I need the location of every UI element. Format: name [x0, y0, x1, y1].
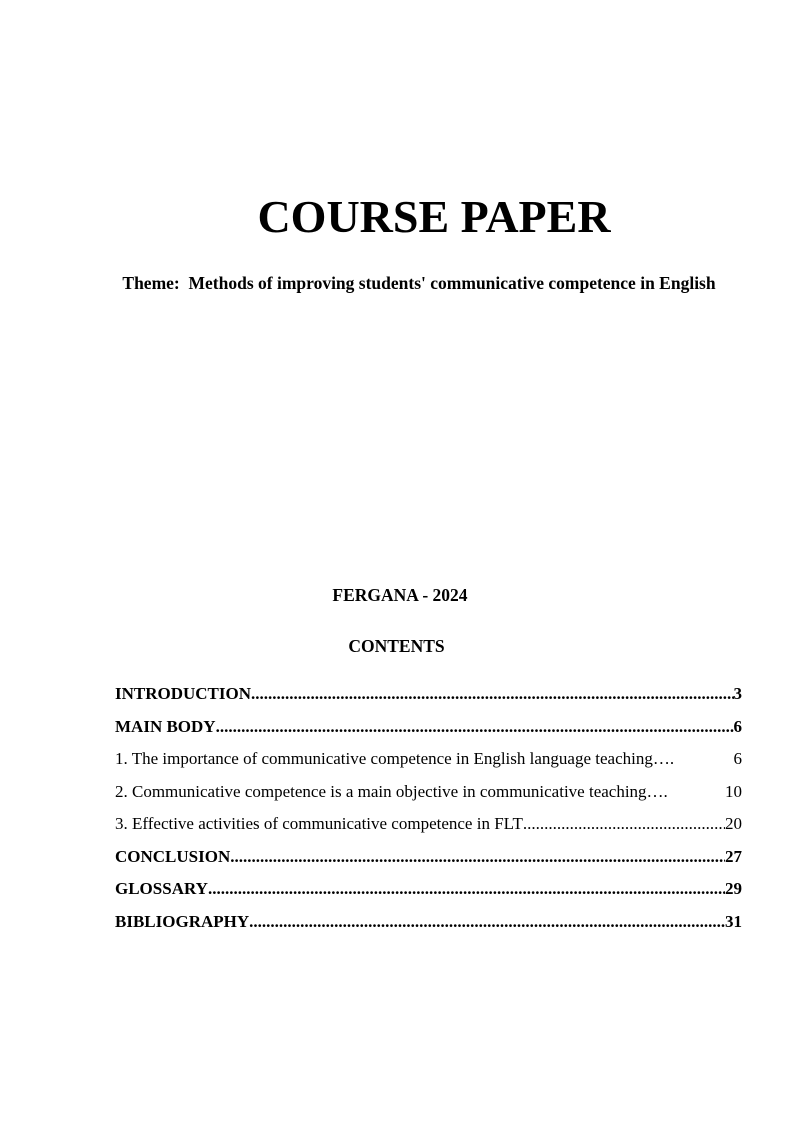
- toc-dot-leader: [251, 683, 733, 705]
- toc-page-number: 31: [725, 911, 742, 931]
- toc-dot-leader: [216, 716, 734, 738]
- table-of-contents: [115, 683, 742, 943]
- toc-entry-title: 1. The importance of communicative competence in English language teaching….: [115, 749, 675, 768]
- toc-entry-main-body[interactable]: [115, 716, 742, 749]
- toc-entry-bibliography[interactable]: [115, 911, 742, 944]
- toc-page-number: 6: [733, 749, 742, 768]
- toc-entry-title: MAIN BODY: [115, 716, 216, 736]
- document-title: COURSE PAPER: [257, 191, 611, 242]
- document-theme: Theme: Methods of improving students' communicative competence in English: [122, 273, 716, 293]
- toc-page-number: 6: [733, 716, 742, 736]
- toc-dot-leader: [208, 878, 725, 900]
- toc-page-number: 29: [725, 879, 742, 898]
- toc-entry-title: INTRODUCTION: [115, 684, 252, 703]
- toc-page-number: 20: [725, 814, 742, 833]
- city-year: FERGANA - 2024: [332, 585, 468, 605]
- toc-entry-title: CONCLUSION: [115, 846, 231, 866]
- toc-entry-title: GLOSSARY: [115, 879, 208, 898]
- toc-entry-title: BIBLIOGRAPHY: [115, 911, 250, 931]
- toc-entry-conclusion[interactable]: [115, 846, 742, 879]
- toc-entry-section-3[interactable]: [115, 813, 742, 846]
- toc-entry-title: 3. Effective activities of communicative competence in FLT: [115, 814, 523, 833]
- toc-dot-leader: [523, 813, 725, 835]
- toc-entry-section-2[interactable]: [115, 781, 742, 814]
- toc-page-number: 10: [725, 781, 742, 801]
- toc-page-number: 27: [725, 846, 742, 866]
- toc-entry-section-1[interactable]: [115, 748, 742, 781]
- toc-entry-introduction[interactable]: [115, 683, 742, 716]
- toc-entry-title: 2. Communicative competence is a main objective in communicative teaching….: [115, 781, 668, 801]
- toc-entry-glossary[interactable]: [115, 878, 742, 911]
- contents-heading: CONTENTS: [348, 636, 445, 656]
- toc-dot-leader: [230, 846, 725, 868]
- toc-page-number: 3: [733, 684, 742, 703]
- toc-dot-leader: [249, 911, 725, 933]
